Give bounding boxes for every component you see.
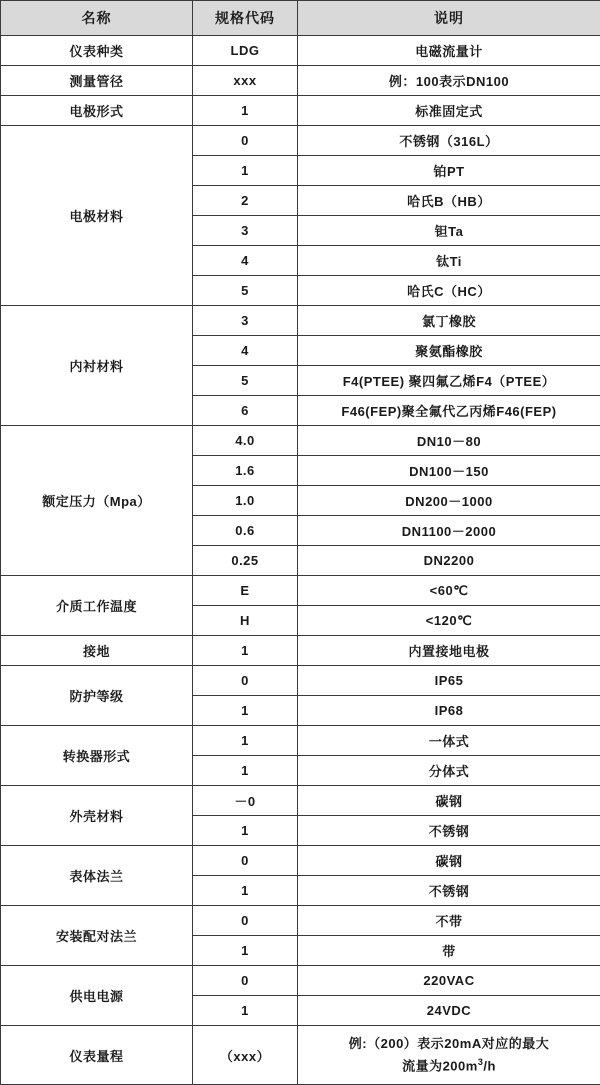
- spec-description-cell: 碳钢: [298, 846, 600, 876]
- spec-code-cell: 3: [193, 216, 298, 246]
- table-row: [1, 666, 600, 696]
- table-row: [1, 576, 600, 606]
- table-row: [1, 36, 600, 66]
- spec-description-cell: DN2200: [298, 546, 600, 576]
- spec-code-cell: 4: [193, 246, 298, 276]
- spec-code-cell: LDG: [193, 36, 298, 66]
- table-row: [1, 126, 600, 156]
- spec-description-cell: 聚氨酯橡胶: [298, 336, 600, 366]
- spec-description-cell: DN1100－2000: [298, 516, 600, 546]
- spec-code-cell: 1: [193, 876, 298, 906]
- row-group-name: 安装配对法兰: [1, 906, 193, 966]
- spec-code-cell: 0: [193, 906, 298, 936]
- spec-code-cell: 0: [193, 846, 298, 876]
- table-row: [1, 426, 600, 456]
- spec-description-cell: IP68: [298, 696, 600, 726]
- spec-description-cell: F46(FEP)聚全氟代乙丙烯F46(FEP): [298, 396, 600, 426]
- table-header: [1, 1, 600, 36]
- spec-description-cell: <120℃: [298, 606, 600, 636]
- table-row: [1, 726, 600, 756]
- spec-code-cell: 0.25: [193, 546, 298, 576]
- spec-description-cell: 24VDC: [298, 996, 600, 1026]
- spec-code-cell: 5: [193, 276, 298, 306]
- table-row: [1, 96, 600, 126]
- spec-description-cell: 钽Ta: [298, 216, 600, 246]
- row-group-name: 测量管径: [1, 66, 193, 96]
- spec-description-cell: 例:（200）表示20mA对应的最大 流量为$200m^3/h$: [298, 1026, 600, 1085]
- spec-description-cell: 一体式: [298, 726, 600, 756]
- table-header-row: [1, 1, 600, 36]
- spec-description-cell: 钛Ti: [298, 246, 600, 276]
- spec-code-cell: 4.0: [193, 426, 298, 456]
- spec-description-cell: 不带: [298, 906, 600, 936]
- table-row: [1, 906, 600, 936]
- column-header-name: 名称: [1, 1, 193, 36]
- table-row: [1, 966, 600, 996]
- spec-code-cell: 1: [193, 96, 298, 126]
- spec-code-cell: 1: [193, 816, 298, 846]
- spec-description-cell: DN100－150: [298, 456, 600, 486]
- spec-code-cell: 0: [193, 966, 298, 996]
- spec-code-cell: H: [193, 606, 298, 636]
- row-group-name: 接地: [1, 636, 193, 666]
- spec-code-cell: 4: [193, 336, 298, 366]
- spec-code-cell: 6: [193, 396, 298, 426]
- row-group-name: 额定压力（Mpa）: [1, 426, 193, 576]
- row-group-name: 电极材料: [1, 126, 193, 306]
- spec-description-cell: 不锈钢（316L）: [298, 126, 600, 156]
- spec-code-cell: 1: [193, 636, 298, 666]
- table-row: [1, 636, 600, 666]
- spec-code-cell: －0: [193, 786, 298, 816]
- row-group-name: 防护等级: [1, 666, 193, 726]
- spec-code-cell: 3: [193, 306, 298, 336]
- spec-code-cell: 5: [193, 366, 298, 396]
- spec-code-cell: 0: [193, 126, 298, 156]
- spec-code-cell: xxx: [193, 66, 298, 96]
- table-row: [1, 66, 600, 96]
- spec-code-cell: 1: [193, 156, 298, 186]
- spec-description-cell: 220VAC: [298, 966, 600, 996]
- spec-code-cell: 2: [193, 186, 298, 216]
- row-group-name: 仪表种类: [1, 36, 193, 66]
- row-group-name: 仪表量程: [1, 1026, 193, 1085]
- spec-description-cell: 不锈钢: [298, 816, 600, 846]
- column-header-description: 说明: [298, 1, 600, 36]
- spec-description-cell: 内置接地电极: [298, 636, 600, 666]
- spec-code-cell: 1: [193, 696, 298, 726]
- table-row: [1, 786, 600, 816]
- spec-code-cell: E: [193, 576, 298, 606]
- spec-description-cell: 标准固定式: [298, 96, 600, 126]
- spec-description-cell: IP65: [298, 666, 600, 696]
- spec-description-cell: 氯丁橡胶: [298, 306, 600, 336]
- column-header-code: 规格代码: [193, 1, 298, 36]
- table-row: [1, 846, 600, 876]
- spec-description-cell: 哈氏B（HB）: [298, 186, 600, 216]
- spec-code-cell: 0: [193, 666, 298, 696]
- spec-description-cell: 哈氏C（HC）: [298, 276, 600, 306]
- spec-code-cell: 1.0: [193, 486, 298, 516]
- spec-description-cell: 不锈钢: [298, 876, 600, 906]
- table-row: [1, 1026, 600, 1085]
- spec-description-cell: F4(PTEE) 聚四氟乙烯F4（PTEE）: [298, 366, 600, 396]
- row-group-name: 表体法兰: [1, 846, 193, 906]
- spec-description-cell: 铂PT: [298, 156, 600, 186]
- spec-description-cell: 分体式: [298, 756, 600, 786]
- spec-code-cell: （xxx）: [193, 1026, 298, 1085]
- spec-description-cell: <60℃: [298, 576, 600, 606]
- spec-code-cell: 0.6: [193, 516, 298, 546]
- spec-code-cell: 1.6: [193, 456, 298, 486]
- spec-description-cell: 带: [298, 936, 600, 966]
- spec-description-cell: 例：100表示DN100: [298, 66, 600, 96]
- row-group-name: 电极形式: [1, 96, 193, 126]
- row-group-name: 转换器形式: [1, 726, 193, 786]
- row-group-name: 介质工作温度: [1, 576, 193, 636]
- spec-description-cell: 碳钢: [298, 786, 600, 816]
- spec-description-cell: DN200－1000: [298, 486, 600, 516]
- table-row: [1, 306, 600, 336]
- spec-code-cell: 1: [193, 936, 298, 966]
- spec-code-cell: 1: [193, 756, 298, 786]
- spec-code-cell: 1: [193, 726, 298, 756]
- spec-description-cell: 电磁流量计: [298, 36, 600, 66]
- row-group-name: 供电电源: [1, 966, 193, 1026]
- spec-description-cell: DN10－80: [298, 426, 600, 456]
- table-body: [1, 36, 600, 1085]
- row-group-name: 内衬材料: [1, 306, 193, 426]
- spec-code-cell: 1: [193, 996, 298, 1026]
- row-group-name: 外壳材料: [1, 786, 193, 846]
